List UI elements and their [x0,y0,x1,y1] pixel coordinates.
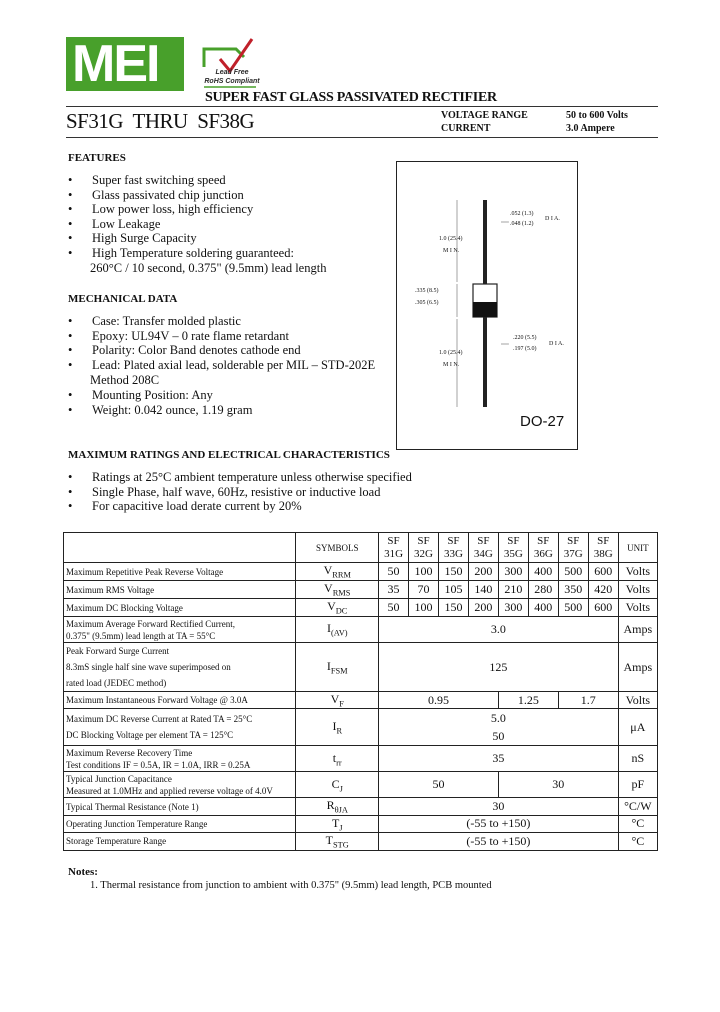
col-33g: SF 33G [438,533,468,563]
package-name: DO-27 [520,413,565,430]
col-32g: SF 32G [409,533,439,563]
table-row: Maximum DC Reverse Current at Rated TA = 25°C DC Blocking Voltage per element TA = 125°C $I_R$ 5.0 50 μA [64,709,658,746]
table-row: Maximum Instantaneous Forward Voltage @ 3.0A $V_F$ 0.95 1.25 1.7 Volts [64,692,658,709]
current-value: 3.0 Ampere [566,123,615,134]
voltage-range-value: 50 to 600 Volts [566,110,628,121]
list-item: • Mounting Position: Any [68,388,213,402]
list-item: • Epoxy: UL94V – 0 rate flame retardant [68,328,289,343]
table-row: Storage Temperature Range $T_{STG}$ (-55 to +150) °C [64,833,658,850]
rohs-badge [200,37,264,91]
list-item: • Single Phase, half wave, 60Hz, resistive or inductive load [68,484,381,499]
col-34g: SF 34G [468,533,498,563]
table-row: Operating Junction Temperature Range $T_J$ (-55 to +150) °C [64,815,658,832]
dim-body-len-top: .335 (8.5) [415,288,439,294]
list-item: • Low power loss, high efficiency [68,202,254,217]
ratings-heading: MAXIMUM RATINGS AND ELECTRICAL CHARACTERISTICS [68,449,390,461]
dim-lead-len-bot: 1.0 (25.4) [439,350,463,356]
ratings-list [68,470,412,514]
param-header [64,533,296,563]
features-heading: FEATURES [68,152,126,164]
lead-method: Method 208C [90,373,160,387]
mechanical-heading: MECHANICAL DATA [68,293,178,305]
ratings-table [63,532,658,851]
mechanical-list-2 [68,388,252,417]
col-35g: SF 35G [498,533,528,563]
features-list [68,173,294,261]
header-rule-bottom [66,137,658,138]
package-outline-figure [396,161,578,450]
col-31g: SF 31G [379,533,409,563]
dim-min-bot: M I N. [443,362,460,368]
table-row: Maximum RMS Voltage $V_{RMS}$ 35 70 105 140 210 280 350 420 Volts [64,581,658,599]
list-item: • High Temperature soldering guaranteed: [68,245,294,260]
notes-heading: Notes: [68,866,98,878]
part-thru: THRU [132,109,188,133]
list-item: • Ratings at 25°C ambient temperature unless otherwise specified [68,470,412,484]
table-row: Typical Junction Capacitance Measured at 1.0MHz and applied reverse voltage of 4.0V $C_J$ 50 30 pF [64,772,658,798]
dim-min-top: M I N. [443,248,460,254]
unit-header: UNIT [618,533,657,563]
rohs-lead-free: Lead Free [215,69,249,76]
dia-label-body: D I A. [549,341,564,347]
dim-lead-dia-bot: .048 (1.2) [510,221,534,227]
mechanical-list [68,314,375,372]
table-row: Peak Forward Surge Current 8.3mS single half sine wave superimposed on rated load (JEDEC method) $I_{FSM}$ 125 Amps [64,643,658,692]
part-from: SF31G [66,109,124,133]
list-item: • Case: Transfer molded plastic [68,314,241,328]
table-row: Typical Thermal Resistance (Note 1) $R_{\theta JA}$ 30 °C/W [64,798,658,815]
col-38g: SF 38G [588,533,618,563]
symbols-header: SYMBOLS [296,533,379,563]
dim-body-len-bot: .305 (6.5) [415,300,439,306]
rohs-compliant: RoHS Compliant [204,78,260,85]
dia-label: D I A. [545,216,560,222]
list-item: • Glass passivated chip junction [68,187,244,202]
list-item: • Lead: Plated axial lead, solderable per MIL – STD-202E [68,357,376,372]
list-item: • Polarity: Color Band denotes cathode end [68,343,301,358]
document-title: SUPER FAST GLASS PASSIVATED RECTIFIER [205,90,497,105]
note-1: 1. Thermal resistance from junction to ambient with 0.375" (9.5mm) lead length, PCB mounted [90,880,492,891]
dim-lead-dia-top: .052 (1.3) [510,211,534,217]
features-continuation: 260°C / 10 second, 0.375" (9.5mm) lead length [90,261,327,275]
header-rule-top [66,106,658,107]
list-item: • High Surge Capacity [68,231,197,246]
voltage-range-label: VOLTAGE RANGE [441,110,528,121]
list-item: • For capacitive load derate current by 20% [68,499,302,514]
list-item: • Super fast switching speed [68,173,226,187]
table-row: Maximum Average Forward Rectified Current, 0.375" (9.5mm) lead length at TA = 55°C $I_{(AV)}$ 3.0 Amps [64,617,658,643]
table-row: Maximum Repetitive Peak Reverse Voltage $V_{RRM}$ 50 100 150 200 300 400 500 600 Volts [64,563,658,581]
dim-body-dia-top: .220 (5.5) [513,335,537,341]
list-item: • Low Leakage [68,216,161,231]
table-row: Maximum Reverse Recovery Time Test conditions IF = 0.5A, IR = 1.0A, IRR = 0.25A $t_{rr}$ 35 nS [64,746,658,772]
dim-body-dia-bot: .197 (5.0) [513,346,537,352]
col-36g: SF 36G [528,533,558,563]
part-to: SF38G [197,109,255,133]
list-item: • Weight: 0.042 ounce, 1.19 gram [68,402,253,417]
current-label: CURRENT [441,123,491,134]
col-37g: SF 37G [558,533,588,563]
table-row: Maximum DC Blocking Voltage $V_{DC}$ 50 100 150 200 300 400 500 600 Volts [64,599,658,617]
table-header-row [64,533,658,563]
dim-lead-len-top: 1.0 (25.4) [439,236,463,242]
mei-logo: MEI [66,37,184,91]
part-range [66,109,254,134]
